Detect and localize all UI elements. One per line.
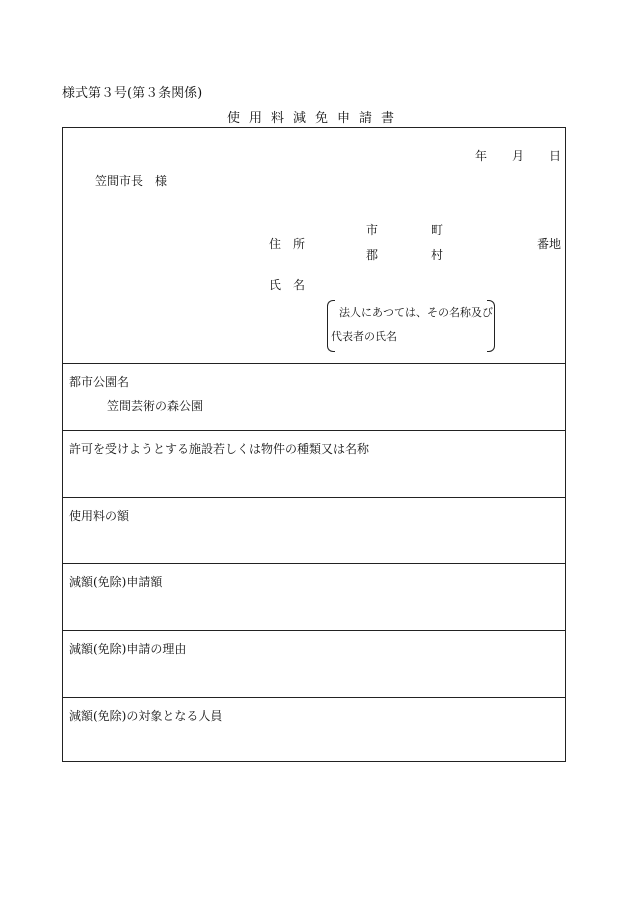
corporate-name-note bbox=[327, 300, 495, 352]
note-line-2: 代表者の氏名 bbox=[331, 330, 397, 343]
date-year-label: 年 bbox=[475, 149, 488, 163]
date-day-label: 日 bbox=[549, 149, 562, 163]
village-label: 村 bbox=[431, 248, 444, 262]
facility-type-label: 許可を受けようとする施設若しくは物件の種類又は名称 bbox=[69, 442, 370, 456]
reduction-amount-section bbox=[63, 564, 565, 631]
reduction-amount-label: 減額(免除)申請額 bbox=[69, 575, 163, 589]
note-left-bracket bbox=[327, 300, 335, 352]
date-month-label: 月 bbox=[512, 149, 525, 163]
facility-type-section bbox=[63, 431, 565, 498]
park-name-section bbox=[63, 364, 565, 431]
application-form-table bbox=[62, 127, 566, 762]
park-name-value: 笠間芸術の森公園 bbox=[107, 399, 204, 413]
name-label: 氏 名 bbox=[269, 278, 306, 292]
address-label: 住 所 bbox=[269, 237, 306, 251]
usage-fee-label: 使用料の額 bbox=[69, 509, 130, 523]
form-number-label: 様式第３号(第３条関係) bbox=[62, 86, 203, 101]
note-line-1: 法人にあつては、その名称及び bbox=[339, 306, 493, 319]
park-name-label: 都市公園名 bbox=[69, 375, 130, 389]
target-persons-section bbox=[63, 698, 565, 761]
reduction-reason-section bbox=[63, 631, 565, 698]
county-label: 郡 bbox=[366, 248, 379, 262]
usage-fee-section bbox=[63, 498, 565, 564]
document-title: 使用料減免申請書 bbox=[226, 111, 403, 126]
target-persons-label: 減額(免除)の対象となる人員 bbox=[69, 709, 223, 723]
city-label: 市 bbox=[366, 223, 379, 237]
town-label: 町 bbox=[431, 223, 444, 237]
banchi-label: 番地 bbox=[537, 237, 562, 251]
addressee-label: 笠間市長 様 bbox=[95, 174, 168, 188]
applicant-section bbox=[63, 128, 565, 364]
reduction-reason-label: 減額(免除)申請の理由 bbox=[69, 642, 187, 656]
